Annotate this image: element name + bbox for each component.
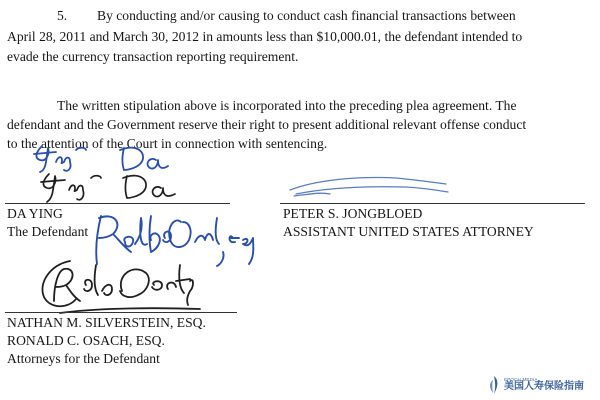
attorney-name-1: NATHAN M. SILVERSTEIN, ESQ.: [7, 315, 206, 330]
paragraph-5-text-1: By conducting and/or causing to conduct cash financial transactions between: [97, 8, 516, 23]
paragraph-number: 5.: [57, 8, 68, 23]
ausa-name: PETER S. JONGBLOED: [283, 206, 423, 221]
osach-signature: [30, 255, 220, 317]
logo-mark-icon: [487, 376, 501, 394]
stipulation-line-1: The written stipulation above is incorporated into the preceding plea agreement. The: [57, 98, 517, 113]
paragraph-5-line-1: [57, 8, 582, 24]
attorneys-signature-block: [7, 314, 206, 368]
defendant-name: DA YING: [7, 206, 63, 221]
defendant-signature-lower: [35, 168, 195, 204]
ausa-signature-block: [283, 205, 534, 241]
stipulation-line-3: to the attention of the Court in connection with sentencing.: [7, 136, 328, 151]
attorney-name-2: RONALD C. OSACH, ESQ.: [7, 333, 165, 348]
defendant-role: The Defendant: [7, 224, 89, 239]
logo-small-text: EPOCH MEDIA: [504, 376, 538, 382]
defendant-signature-line: [5, 203, 230, 204]
publisher-logo: [487, 376, 584, 394]
stipulation-line-2: defendant and the Government reserve their right to present additional relevant offense conduct: [7, 117, 527, 132]
defendant-signature-block: [7, 205, 88, 241]
attorneys-role: Attorneys for the Defendant: [7, 351, 160, 366]
ausa-signature-line: [280, 203, 585, 204]
logo-main-text: 美国人寿保险指南: [504, 381, 584, 393]
paragraph-5-line-2: April 28, 2011 and March 30, 2012 in amounts less than $10,000.01, the defendant intended to: [7, 29, 523, 44]
attorneys-signature-line: [5, 312, 237, 313]
paragraph-5-line-3: evade the currency transaction reporting requirement.: [7, 49, 299, 64]
ausa-signature: [286, 172, 456, 204]
ausa-title: ASSISTANT UNITED STATES ATTORNEY: [283, 224, 534, 239]
